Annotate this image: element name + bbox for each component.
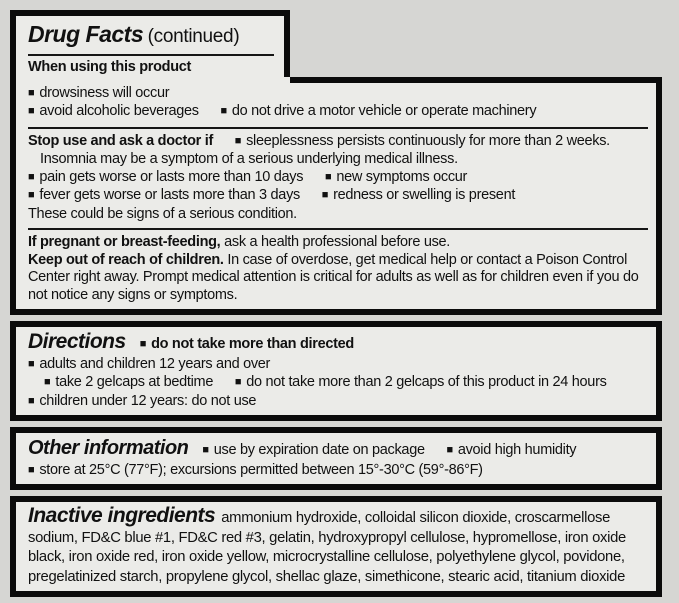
when-using-bullet-2b: do not drive a motor vehicle or operate machinery xyxy=(231,103,537,119)
bullet-icon: ■ xyxy=(446,444,453,456)
inactive-ingredients-paragraph xyxy=(28,504,648,587)
bullet-icon: ■ xyxy=(28,105,35,117)
directions-bullet-2: children under 12 years: do not use xyxy=(39,392,257,409)
stop-use-bullet-3b: redness or swelling is present xyxy=(333,187,516,203)
bullet-icon: ■ xyxy=(28,189,35,201)
directions-box xyxy=(10,321,662,421)
bullet-icon: ■ xyxy=(234,376,242,388)
bullet-icon: ■ xyxy=(234,134,242,147)
bullet-icon: ■ xyxy=(321,189,329,201)
bullet-line xyxy=(28,374,648,393)
stop-use-heading-line xyxy=(28,133,648,152)
other-info-heading-line xyxy=(28,436,648,461)
pregnancy-warning-bold: If pregnant or breast-feeding, xyxy=(28,234,221,250)
pregnancy-warning-text: ask a health professional before use. xyxy=(220,234,451,250)
when-using-heading: When using this product xyxy=(28,59,192,75)
bullet-line xyxy=(28,462,648,481)
keep-out-warning-text: In case of overdose, get medical help or contact a Poison Control Center right away. Prompt medical attention is critical for adults as well as for children even if you do not notice any signs or symptoms. xyxy=(28,251,639,303)
other-info-storage-bullet: store at 25°C (77°F); excursions permitted between 15°-30°C (59°-86°F) xyxy=(39,461,483,478)
when-using-bullet-2a: avoid alcoholic beverages xyxy=(39,103,199,119)
when-using-bullet-1: drowsiness will occur xyxy=(39,84,170,101)
bullet-icon: ■ xyxy=(324,170,332,183)
bullet-line xyxy=(28,169,648,188)
section-divider xyxy=(28,127,648,129)
drug-facts-continued-box xyxy=(10,10,662,315)
other-info-heading: Other information xyxy=(28,437,189,459)
stop-use-bullet-2b: new symptoms occur xyxy=(336,168,468,185)
drug-facts-body-area xyxy=(10,77,662,316)
pregnancy-warning xyxy=(28,234,648,252)
keep-out-warning-bold: Keep out of reach of children. xyxy=(28,251,224,268)
stop-use-heading: Stop use and ask a doctor if xyxy=(28,132,213,149)
bullet-icon: ■ xyxy=(220,105,227,117)
continued-label: (continued) xyxy=(147,26,240,47)
directions-heading: Directions xyxy=(28,330,126,353)
inactive-ingredients-box xyxy=(10,496,662,597)
bullet-icon: ■ xyxy=(28,394,35,407)
keep-out-warning xyxy=(28,252,648,305)
bullet-line xyxy=(28,187,648,206)
bullet-icon: ■ xyxy=(28,170,35,183)
directions-heading-line xyxy=(28,330,648,355)
inactive-ingredients-list: ammonium hydroxide, colloidal silicon dioxide, croscarmellose sodium, FD&C blue #1, FD&C red #3, gelatin, hydroxypropyl cellulose, hypromellose, iron oxide black, iron oxide red, iron oxide yellow, microcrystalline cellulose, polyethylene glycol, povidone, pregelatinized starch, propylene glycol, shellac glaze, simethicone, stearic acid, titanium dioxide xyxy=(28,510,626,585)
bullet-line xyxy=(28,85,648,104)
bullet-icon: ■ xyxy=(44,376,51,388)
inactive-ingredients-heading: Inactive ingredients xyxy=(28,504,216,527)
stop-use-bullet-3a: fever gets worse or lasts more than 3 days xyxy=(39,187,300,203)
directions-sub-bullet-a: take 2 gelcaps at bedtime xyxy=(55,374,214,390)
stop-use-bullet-1: sleeplessness persists continuously for more than 2 weeks. xyxy=(246,132,610,149)
bullet-line xyxy=(28,103,648,122)
bullet-line xyxy=(28,393,648,412)
other-info-bullet-b: avoid high humidity xyxy=(457,442,577,458)
bullet-line xyxy=(28,356,648,375)
directions-bullet-1: adults and children 12 years and over xyxy=(39,355,271,372)
page-title xyxy=(28,21,274,51)
section-divider xyxy=(28,228,648,230)
drug-facts-header-area xyxy=(10,10,290,77)
drug-facts-title: Drug Facts xyxy=(28,21,144,47)
stop-use-bullet-2a: pain gets worse or lasts more than 10 days xyxy=(39,168,304,185)
bullet-icon: ■ xyxy=(28,357,35,370)
other-information-box xyxy=(10,427,662,490)
bullet-icon: ■ xyxy=(28,463,35,476)
other-info-bullet-a: use by expiration date on package xyxy=(213,442,425,458)
stop-use-note: Insomnia may be a symptom of a serious underlying medical illness. xyxy=(40,151,458,167)
bullet-icon: ■ xyxy=(28,86,35,99)
title-rule xyxy=(28,54,274,56)
bullet-icon: ■ xyxy=(202,444,209,456)
directions-sub-bullet-b: do not take more than 2 gelcaps of this product in 24 hours xyxy=(246,374,607,390)
stop-use-footer: These could be signs of a serious condition. xyxy=(28,205,297,222)
bullet-icon: ■ xyxy=(139,338,147,350)
directions-heading-bullet: do not take more than directed xyxy=(151,336,354,352)
